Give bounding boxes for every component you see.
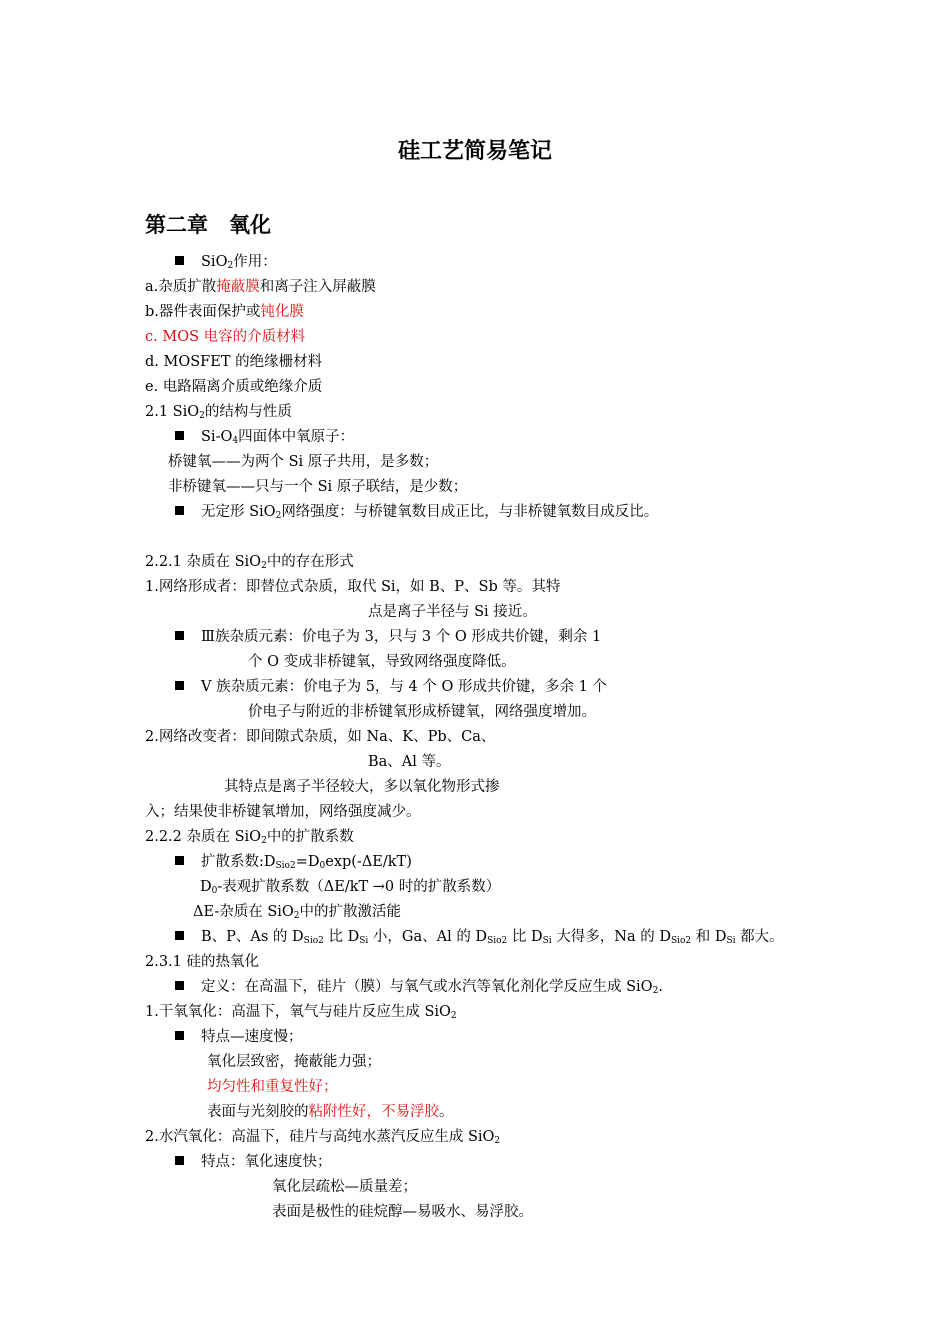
- text-wet-oxidation: 2.水汽氧化：高温下，硅片与高纯水蒸汽反应生成 SiO$_2$: [145, 1129, 501, 1146]
- bullet-line-group-v: Ⅴ 族杂质元素：价电子为 5，与 4 个 O 形成共价键，多余 1 个: [175, 677, 607, 697]
- text-d0-definition: $D_0-$表观扩散系数（ΔE/kT →0 时的扩散系数）: [200, 879, 501, 896]
- square-bullet-icon: [175, 256, 184, 265]
- list-item-e: e. 电路隔离介质或绝缘介质: [145, 379, 323, 395]
- text-activation-energy: ΔE-杂质在 SiO$_2$中的扩散激活能: [193, 904, 402, 921]
- text-network-modifier: 2.网络改变者：即间隙式杂质，如 Na、K、Pb、Ca、: [145, 729, 496, 745]
- square-bullet-icon: [175, 1031, 184, 1040]
- text-group-v-cont: 价电子与附近的非桥键氧形成桥键氧，网络强度增加。: [248, 704, 596, 720]
- square-bullet-icon: [175, 506, 184, 515]
- text-group-iii-cont: 个 O 变成非桥键氧，导致网络强度降低。: [248, 654, 516, 670]
- section-2-3-1-heading: 2.3.1 硅的热氧化: [145, 954, 260, 970]
- bullet-line-diffusion-coefficient: 扩散系数$:D_{Sio2}=D_0\exp(-\Delta E/kT)$: [175, 852, 412, 872]
- list-item-b: b.器件表面保护或钝化膜: [145, 304, 304, 320]
- text-non-bridging-oxygen: 非桥键氧——只与一个 Si 原子联结，是少数；: [168, 479, 468, 495]
- text-dry-dense: 氧化层致密，掩蔽能力强；: [207, 1054, 381, 1070]
- text-dry-oxidation: 1.干氧氧化：高温下，氧气与硅片反应生成 SiO$_2$: [145, 1004, 457, 1021]
- list-item-c: c. MOS 电容的介质材料: [145, 329, 306, 345]
- text-bridging-oxygen: 桥键氧——为两个 Si 原子共用，是多数；: [168, 454, 439, 470]
- bullet-line-tetrahedron: $Si-O_4$四面体中氧原子：: [175, 427, 354, 447]
- section-2-2-2-heading: 2.2.2 杂质在 SiO$_2$中的扩散系数: [145, 829, 354, 846]
- section-2-1-heading: 2.1 SiO$_2$的结构与性质: [145, 404, 292, 421]
- text-dry-adhesion: 表面与光刻胶的粘附性好，不易浮胶。: [207, 1104, 454, 1120]
- square-bullet-icon: [175, 631, 184, 640]
- list-item-a: a.杂质扩散掩蔽膜和离子注入屏蔽膜: [145, 279, 376, 295]
- text-wet-silanol: 表面是极性的硅烷醇—易吸水、易浮胶。: [272, 1204, 533, 1220]
- square-bullet-icon: [175, 856, 184, 865]
- text-network-modifier-cont: Ba、Al 等。: [368, 754, 451, 770]
- list-item-d: d. MOSFET 的绝缘栅材料: [145, 354, 323, 370]
- bullet-line-definition: 定义：在高温下，硅片（膜）与氧气或水汽等氧化剂化学反应生成 SiO$_2$.: [175, 977, 663, 997]
- square-bullet-icon: [175, 981, 184, 990]
- bullet-line-dry-features: 特点—速度慢；: [175, 1027, 303, 1047]
- square-bullet-icon: [175, 931, 184, 940]
- section-2-2-1-heading: 2.2.1 杂质在 SiO$_2$中的存在形式: [145, 554, 354, 571]
- bullet-line-group-iii: Ⅲ族杂质元素：价电子为 3，只与 3 个 O 形成共价键，剩余 1: [175, 627, 601, 647]
- square-bullet-icon: [175, 681, 184, 690]
- document-title: 硅工艺简易笔记: [397, 138, 552, 164]
- bullet-line-diffusion-compare: B、P、As 的 $D_{Sio2}$ 比 $D_{Si}$ 小，Ga、Al 的 $D_{Sio2}$ 比 $D_{Si}$ 大得多，Na 的 $D_{Sio2}$ 和 $D_{Si}$ 都大。: [175, 927, 784, 947]
- chapter-heading: 第二章 氧化: [145, 212, 271, 237]
- bullet-line-sio2-role: SiO$_2$作用：: [175, 252, 277, 272]
- text-network-former: 1.网络形成者：即替位式杂质，取代 Si，如 B、P、Sb 等。其特: [145, 579, 561, 595]
- text-modifier-feature-cont: 入；结果使非桥键氧增加，网络强度减少。: [145, 804, 421, 820]
- text-wet-porous: 氧化层疏松—质量差；: [272, 1179, 417, 1195]
- bullet-line-wet-features: 特点：氧化速度快；: [175, 1152, 332, 1172]
- bullet-line-network-strength: 无定形 SiO$_2$网络强度：与桥键氧数目成正比，与非桥键氧数目成反比。: [175, 502, 658, 522]
- square-bullet-icon: [175, 431, 184, 440]
- text-modifier-feature: 其特点是离子半径较大，多以氧化物形式掺: [224, 779, 500, 795]
- text-network-former-cont: 点是离子半径与 Si 接近。: [368, 604, 537, 620]
- square-bullet-icon: [175, 1156, 184, 1165]
- text-dry-uniformity: 均匀性和重复性好；: [207, 1079, 338, 1095]
